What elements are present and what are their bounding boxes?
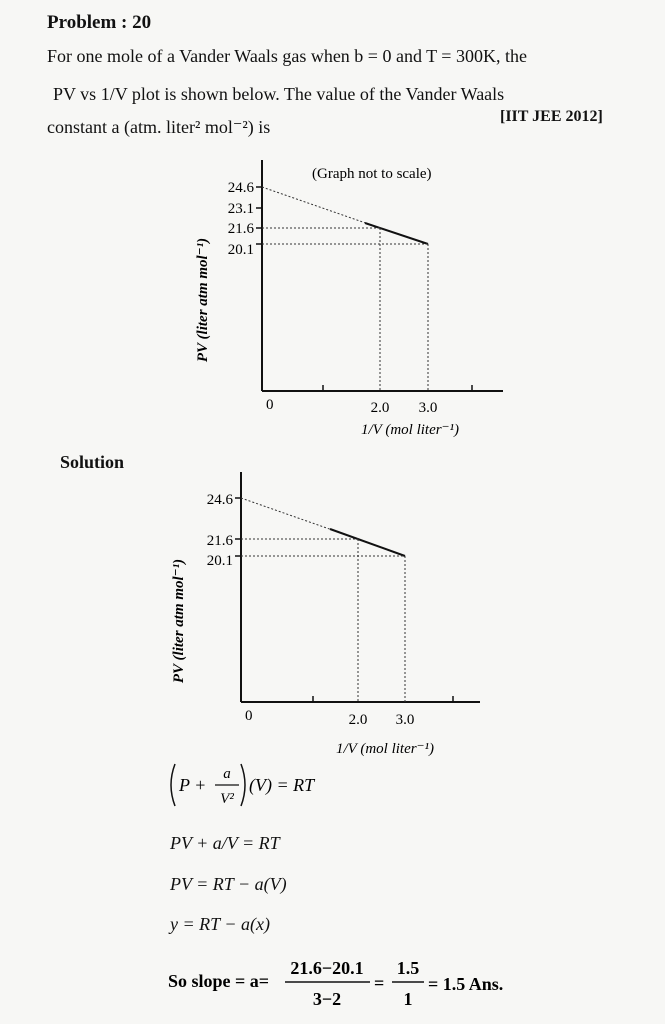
problem-title: Problem : 20 xyxy=(47,12,152,33)
problem-line-2: PV vs 1/V plot is shown below. The value of the Vander Waals xyxy=(53,84,505,104)
origin-label: 0 xyxy=(266,397,274,413)
eq1-denominator: V² xyxy=(220,791,234,807)
problem-line-3: constant a (atm. liter² mol⁻²) is xyxy=(47,117,271,137)
x-tick-label: 2.0 xyxy=(370,400,390,416)
graph2-data-line xyxy=(330,529,405,556)
solution-heading: Solution xyxy=(60,452,125,472)
frac1-denominator: 3−2 xyxy=(312,989,342,1009)
equation-3: PV = RT − a(V) xyxy=(170,874,287,894)
graph-note: (Graph not to scale) xyxy=(312,166,432,182)
y-tick-label: 24.6 xyxy=(227,180,254,196)
y-tick-label: 21.6 xyxy=(206,533,233,549)
y-axis-label: PV (liter atm mol⁻¹) xyxy=(195,237,211,363)
y-tick-label: 21.6 xyxy=(227,221,254,237)
problem-line-1: For one mole of a Vander Waals gas when b = 0 and T = 300K, the xyxy=(47,46,527,66)
origin-label: 0 xyxy=(245,708,253,724)
equation-2: PV + a/V = RT xyxy=(170,833,280,853)
exam-reference: [IIT JEE 2012] xyxy=(500,108,603,125)
x-tick-label: 2.0 xyxy=(348,712,368,728)
x-tick-label: 3.0 xyxy=(418,400,438,416)
x-axis-label: 1/V (mol liter⁻¹) xyxy=(361,422,459,438)
y-tick-label: 20.1 xyxy=(206,553,233,569)
eq1-right: (V) = RT xyxy=(249,775,315,795)
eq1-numerator: a xyxy=(223,766,231,782)
y-tick-label: 24.6 xyxy=(206,492,233,508)
frac1-numerator: 21.6−20.1 xyxy=(290,958,364,978)
x-tick-label: 3.0 xyxy=(395,712,415,728)
equation-4: y = RT − a(x) xyxy=(170,914,270,934)
y-tick-label: 23.1 xyxy=(227,201,254,217)
problem-graph xyxy=(0,140,665,450)
slope-prefix: So slope = a= xyxy=(168,971,270,991)
solution-graph xyxy=(0,462,665,762)
svg-text:=: = xyxy=(374,973,385,993)
graph1-data-line xyxy=(365,223,428,244)
final-answer: = 1.5 Ans. xyxy=(428,974,504,994)
y-axis-label: PV (liter atm mol⁻¹) xyxy=(171,558,187,684)
x-axis-label: 1/V (mol liter⁻¹) xyxy=(336,741,434,757)
frac2-denominator: 1 xyxy=(403,989,413,1009)
graph1-extrapolation xyxy=(262,187,380,228)
vdw-equation xyxy=(165,760,345,810)
eq1-left: P + xyxy=(179,775,207,795)
frac2-numerator: 1.5 xyxy=(396,958,420,978)
slope-calculation xyxy=(160,950,560,1012)
y-tick-label: 20.1 xyxy=(227,242,254,258)
